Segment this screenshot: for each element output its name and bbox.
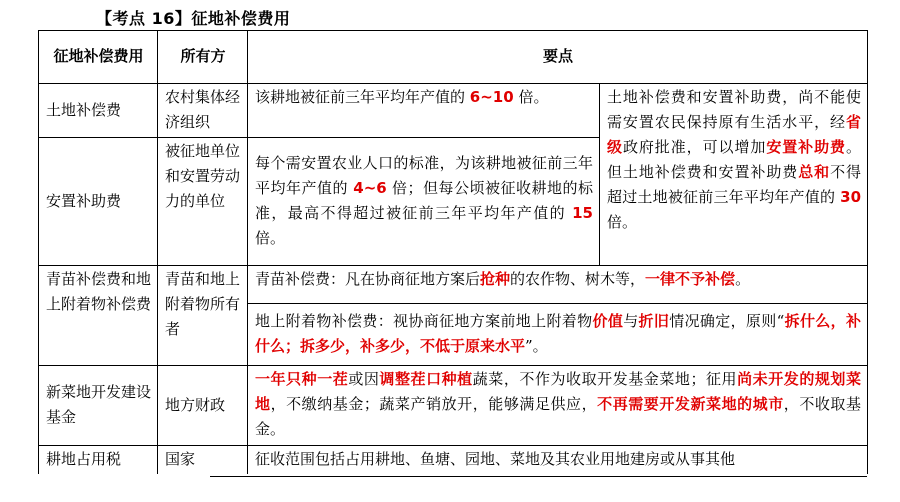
point-text: 该耕地被征前三年平均年产值的 6~10 倍。 [248, 84, 600, 138]
point-text: 青苗补偿费：凡在协商征地方案后抢种的农作物、树木等，一律不予补偿。 [248, 266, 868, 304]
table-row [39, 366, 868, 446]
fee-name: 安置补助费 [39, 138, 158, 266]
point-text: 地上附着物补偿费：视协商征地方案前地上附着物价值与折旧情况确定，原则“拆什么，补什么；拆多少，补多少，不低于原来水平”。 [248, 304, 868, 366]
owner-name: 地方财政 [158, 366, 248, 446]
header-row [39, 31, 868, 84]
point-text: 每个需安置农业人口的标准，为该耕地被征前三年平均年产值的 4~6 倍；但每公顷被征收耕地的标准，最高不得超过被征前三年平均年产值的 15 倍。 [248, 138, 600, 266]
owner-name: 青苗和地上附着物所有者 [158, 266, 248, 366]
compensation-table [38, 30, 868, 474]
header-points: 要点 [248, 31, 868, 84]
table-row [39, 266, 868, 304]
owner-name: 国家 [158, 446, 248, 475]
header-owner: 所有方 [158, 31, 248, 84]
owner-name: 农村集体经济组织 [158, 84, 248, 138]
fee-name: 耕地占用税 [39, 446, 158, 475]
table-row [39, 446, 868, 475]
page-break-line [210, 476, 867, 477]
shared-point-text: 土地补偿费和安置补助费，尚不能使需安置农民保持原有生活水平，经省级政府批准，可以增加安置补助费。但土地补偿费和安置补助费总和不得超过土地被征前三年平均年产值的 30 倍。 [600, 84, 868, 266]
fee-name: 土地补偿费 [39, 84, 158, 138]
fee-name: 青苗补偿费和地上附着物补偿费 [39, 266, 158, 366]
owner-name: 被征地单位和安置劳动力的单位 [158, 138, 248, 266]
section-title: 【考点 16】征地补偿费用 [96, 9, 291, 28]
point-text: 一年只种一茬或因调整茬口种植蔬菜，不作为收取开发基金菜地；征用尚未开发的规划菜地，不缴纳基金；蔬菜产销放开，能够满足供应，不再需要开发新菜地的城市，不收取基金。 [248, 366, 868, 446]
header-fee: 征地补偿费用 [39, 31, 158, 84]
fee-name: 新菜地开发建设基金 [39, 366, 158, 446]
table-row [39, 84, 868, 138]
point-text: 征收范围包括占用耕地、鱼塘、园地、菜地及其农业用地建房或从事其他 [248, 446, 868, 475]
